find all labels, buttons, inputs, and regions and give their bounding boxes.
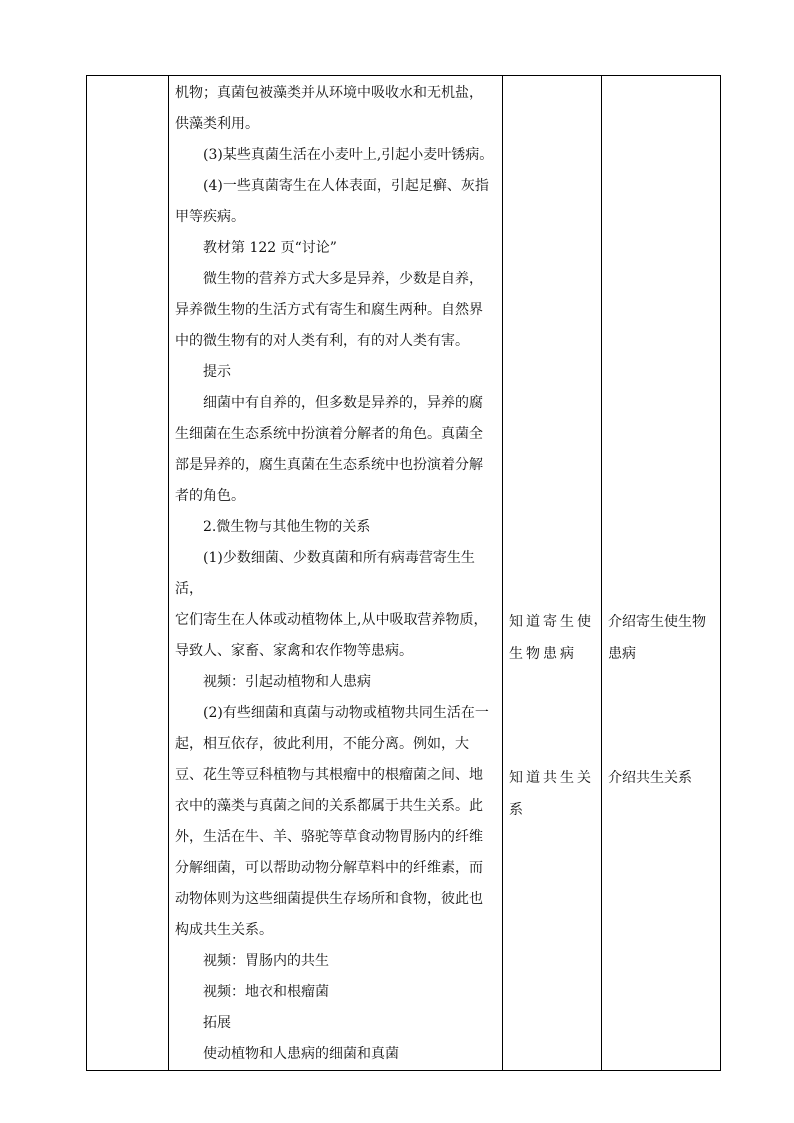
content-line: 教材第 122 页“讨论”: [203, 240, 337, 256]
content-line: 构成共生关系。: [175, 922, 273, 938]
content-line: 机物；真菌包被藻类并从环境中吸收水和无机盐，: [175, 85, 483, 101]
content-line: 动物体则为这些细菌提供生存场所和食物，彼此也: [175, 891, 483, 907]
content-line: 衣中的藻类与真菌之间的关系都属于共生关系。此: [175, 798, 483, 814]
content-line: 微生物的营养方式大多是异养，少数是自养，: [203, 271, 483, 287]
intent-parasite-line: 患病: [608, 646, 636, 662]
intent-symbiosis-line: 介绍共生关系: [608, 770, 692, 786]
content-line: 视频：地衣和根瘤菌: [203, 984, 329, 1000]
goal-symbiosis: [509, 762, 595, 826]
goal-symbiosis-line: 系: [509, 802, 526, 818]
student-activity-cell: [503, 76, 602, 1071]
teaching-content-cell: [169, 76, 503, 1071]
content-line: 中的微生物有的对人类有利，有的对人类有害。: [175, 333, 469, 349]
table-row: [87, 76, 721, 1071]
content-line: 供藻类利用。: [175, 116, 259, 132]
content-line: 视频：引起动植物和人患病: [203, 674, 371, 690]
intent-parasite: [608, 606, 716, 670]
intent-symbiosis: [608, 762, 716, 794]
content-line: (2)有些细菌和真菌与动物或植物共同生活在一: [203, 705, 489, 721]
content-line: 者的角色。: [175, 488, 245, 504]
content-line: 部是异养的，腐生真菌在生态系统中也扮演着分解: [175, 457, 483, 473]
content-line: 2.微生物与其他生物的关系: [203, 519, 371, 535]
content-line: 分解细菌，可以帮助动物分解草料中的纤维素，而: [175, 860, 483, 876]
goal-parasite-line: 知道寄生使: [509, 614, 594, 630]
content-line: 甲等疾病。: [175, 209, 245, 225]
content-line: 生细菌在生态系统中扮演着分解者的角色。真菌全: [175, 426, 483, 442]
content-line: 导致人、家畜、家禽和农作物等患病。: [175, 643, 413, 659]
intent-parasite-line: 介绍寄生使生物: [608, 614, 706, 630]
content-line: 异养微生物的生活方式有寄生和腐生两种。自然界: [175, 302, 483, 318]
content-line: 外，生活在牛、羊、骆驼等草食动物胃肠内的纤维: [175, 829, 483, 845]
content-line: 使动植物和人患病的细菌和真菌: [203, 1046, 399, 1062]
content-line: 视频：胃肠内的共生: [203, 953, 329, 969]
content-line: 细菌中有自养的，但多数是异养的，异养的腐: [203, 395, 483, 411]
content-line: (3)某些真菌生活在小麦叶上,引起小麦叶锈病。: [203, 147, 494, 163]
design-intent-cell: [602, 76, 721, 1071]
content-line: (1)少数细菌、少数真菌和所有病毒营寄生生活，: [175, 550, 475, 597]
teaching-content: [175, 78, 498, 1070]
goal-parasite-line: 生物患病: [509, 646, 577, 662]
goal-symbiosis-line: 知道共生关: [509, 770, 594, 786]
goal-parasite: [509, 606, 595, 670]
lesson-plan-table: [86, 75, 721, 1071]
content-line: 拓展: [203, 1015, 231, 1031]
content-line: 豆、花生等豆科植物与其根瘤中的根瘤菌之间、地: [175, 767, 483, 783]
content-line: 提示: [203, 364, 231, 380]
content-line: 起，相互依存，彼此利用，不能分离。例如，大: [175, 736, 469, 752]
content-line: (4)一些真菌寄生在人体表面，引起足癣、灰指: [203, 178, 489, 194]
stage-column-cell: [87, 76, 169, 1071]
content-line: 它们寄生在人体或动植物体上,从中吸取营养物质，: [175, 612, 488, 628]
